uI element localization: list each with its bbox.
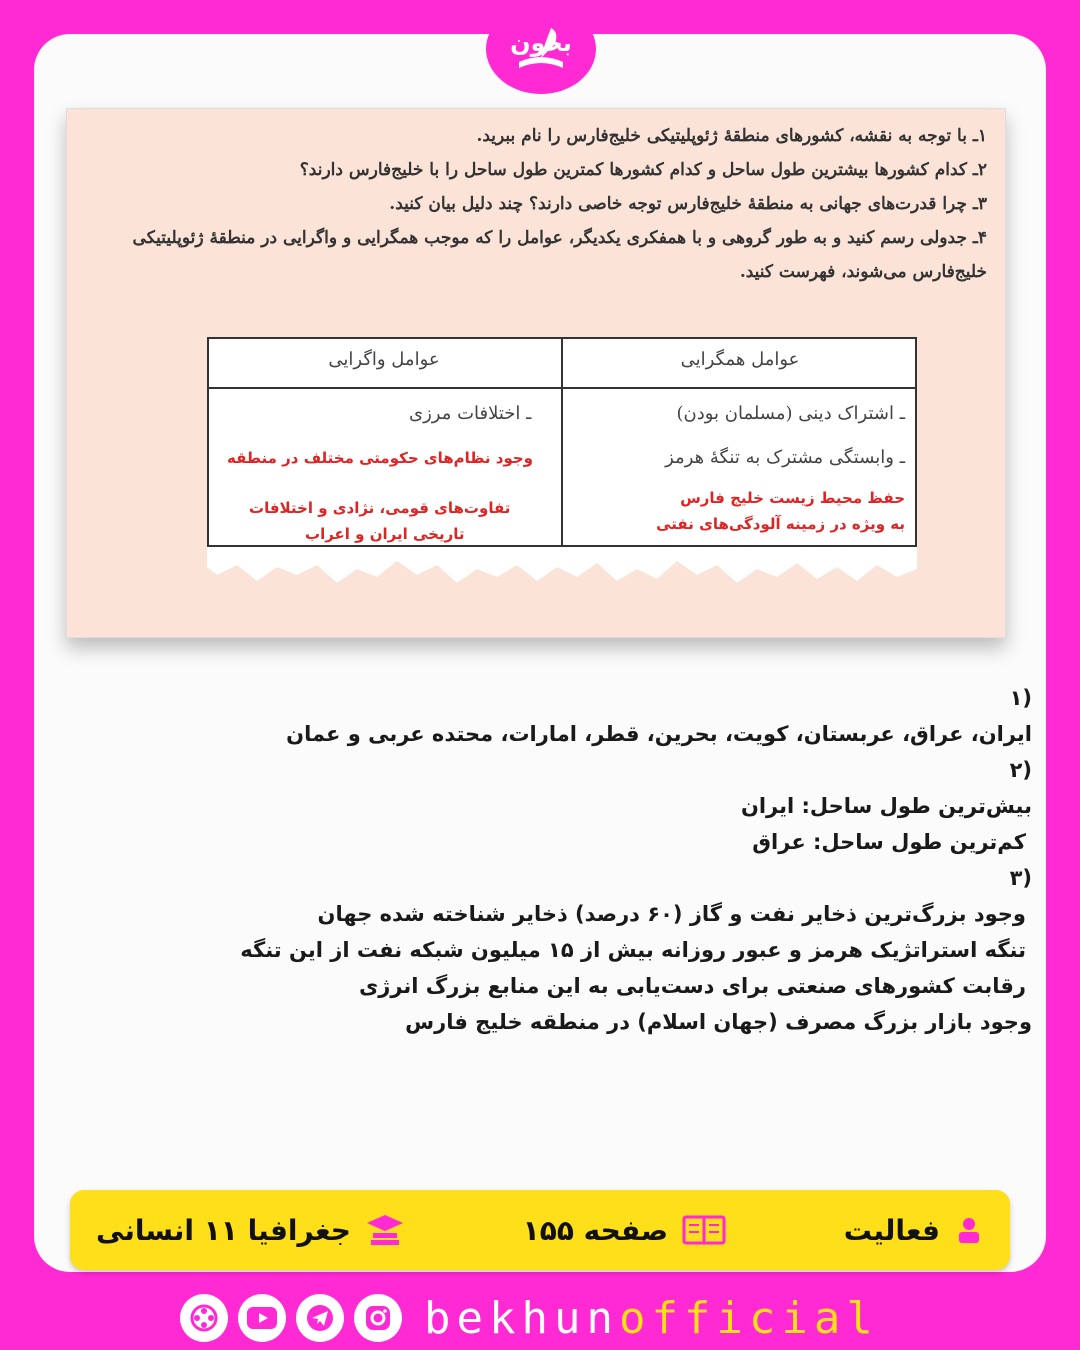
- graduation-cap-icon: [365, 1213, 405, 1247]
- question-4-cont: خلیج‌فارس می‌شوند، فهرست کنید.: [739, 262, 987, 282]
- answer-2-line1: بیش‌ترین طول ساحل: ایران: [740, 794, 1032, 818]
- answer-1-number: (۱: [1009, 686, 1032, 710]
- social-footer: [180, 1288, 900, 1348]
- film-reel-icon[interactable]: [180, 1294, 228, 1342]
- header-convergence: عوامل همگرایی: [680, 349, 800, 370]
- activity-label: فعالیت: [844, 1214, 984, 1247]
- header-divergence: عوامل واگرایی: [328, 349, 440, 370]
- open-book-icon: [682, 1213, 726, 1247]
- factors-table: [207, 337, 917, 547]
- teacher-icon: [954, 1215, 984, 1245]
- answer-convergence: حفظ محیط زیست خلیج فارس: [680, 489, 905, 507]
- question-2: ۲ـ کدام کشورها بیشترین طول ساحل و کدام کشورها کمترین طول ساحل را با خلیج‌فارس دارند؟: [299, 160, 987, 180]
- answer-3-line: وجود بازار بزرگ مصرف (جهان اسلام) در منطقه خلیج فارس: [405, 1010, 1032, 1034]
- answer-1-text: ایران، عراق، عربستان، کویت، بحرین، قطر، امارات، محتده عربی و عمان: [286, 722, 1032, 746]
- answer-convergence: به ویژه در زمینه آلودگی‌های نفتی: [656, 515, 905, 533]
- answer-divergence: وجود نظام‌های حکومتی مختلف در منطقه: [227, 449, 533, 467]
- question-list: [85, 119, 987, 289]
- convergence-item: ـ وابستگی مشترک به تنگهٔ هرمز: [665, 447, 905, 468]
- answers-section: [132, 680, 1032, 1040]
- divergence-item: ـ اختلافات مرزی: [409, 403, 532, 424]
- question-3: ۳ـ چرا قدرت‌های جهانی به منطقهٔ خلیج‌فارس توجه خاصی دارند؟ چند دلیل بیان کنید.: [389, 194, 987, 214]
- logo-text: بخون: [510, 29, 572, 57]
- answer-3-line: تنگه استراتژیک هرمز و عبور روزانه بیش از ۱۵ میلیون شبکه نفت از این تنگه: [240, 938, 1026, 962]
- answer-2-line2: کم‌ترین طول ساحل: عراق: [752, 830, 1026, 854]
- answer-divergence: تاریخی ایران و اعراب: [305, 525, 465, 543]
- instagram-icon[interactable]: [354, 1294, 402, 1342]
- telegram-icon[interactable]: [296, 1294, 344, 1342]
- question-4: ۴ـ جدولی رسم کنید و به طور گروهی و با همفکری یکدیگر، عوامل را که موجب همگرایی و واگرایی در منطقهٔ ژئوپلیتیکی: [132, 228, 987, 248]
- bekhun-logo: [486, 4, 596, 94]
- answer-divergence: تفاوت‌های قومی، نژادی و اختلافات: [249, 499, 511, 517]
- subject-label: جغرافیا ۱۱ انسانی: [96, 1213, 405, 1247]
- question-1: ۱ـ با توجه به نقشه، کشورهای منطقهٔ ژئوپلیتیکی خلیج‌فارس را نام ببرید.: [476, 126, 987, 146]
- answer-3-line: وجود بزرگ‌ترین ذخایر نفت و گاز (۶۰ درصد) ذخایر شناخته شده جهان: [317, 902, 1026, 926]
- youtube-icon[interactable]: [238, 1294, 286, 1342]
- answer-3-line: رقابت کشورهای صنعتی برای دست‌یابی به این منابع بزرگ انرژی: [359, 974, 1026, 998]
- info-bar: [70, 1190, 1010, 1270]
- torn-paper-edge: [207, 547, 917, 587]
- page-label: صفحه ۱۵۵: [523, 1213, 726, 1247]
- convergence-item: ـ اشتراک دینی (مسلمان بودن): [676, 403, 905, 424]
- answer-3-number: (۳: [1009, 866, 1032, 890]
- answer-2-number: (۲: [1009, 758, 1032, 782]
- textbook-excerpt: [66, 108, 1006, 638]
- brand-handle[interactable]: bekhunofficial: [424, 1292, 879, 1344]
